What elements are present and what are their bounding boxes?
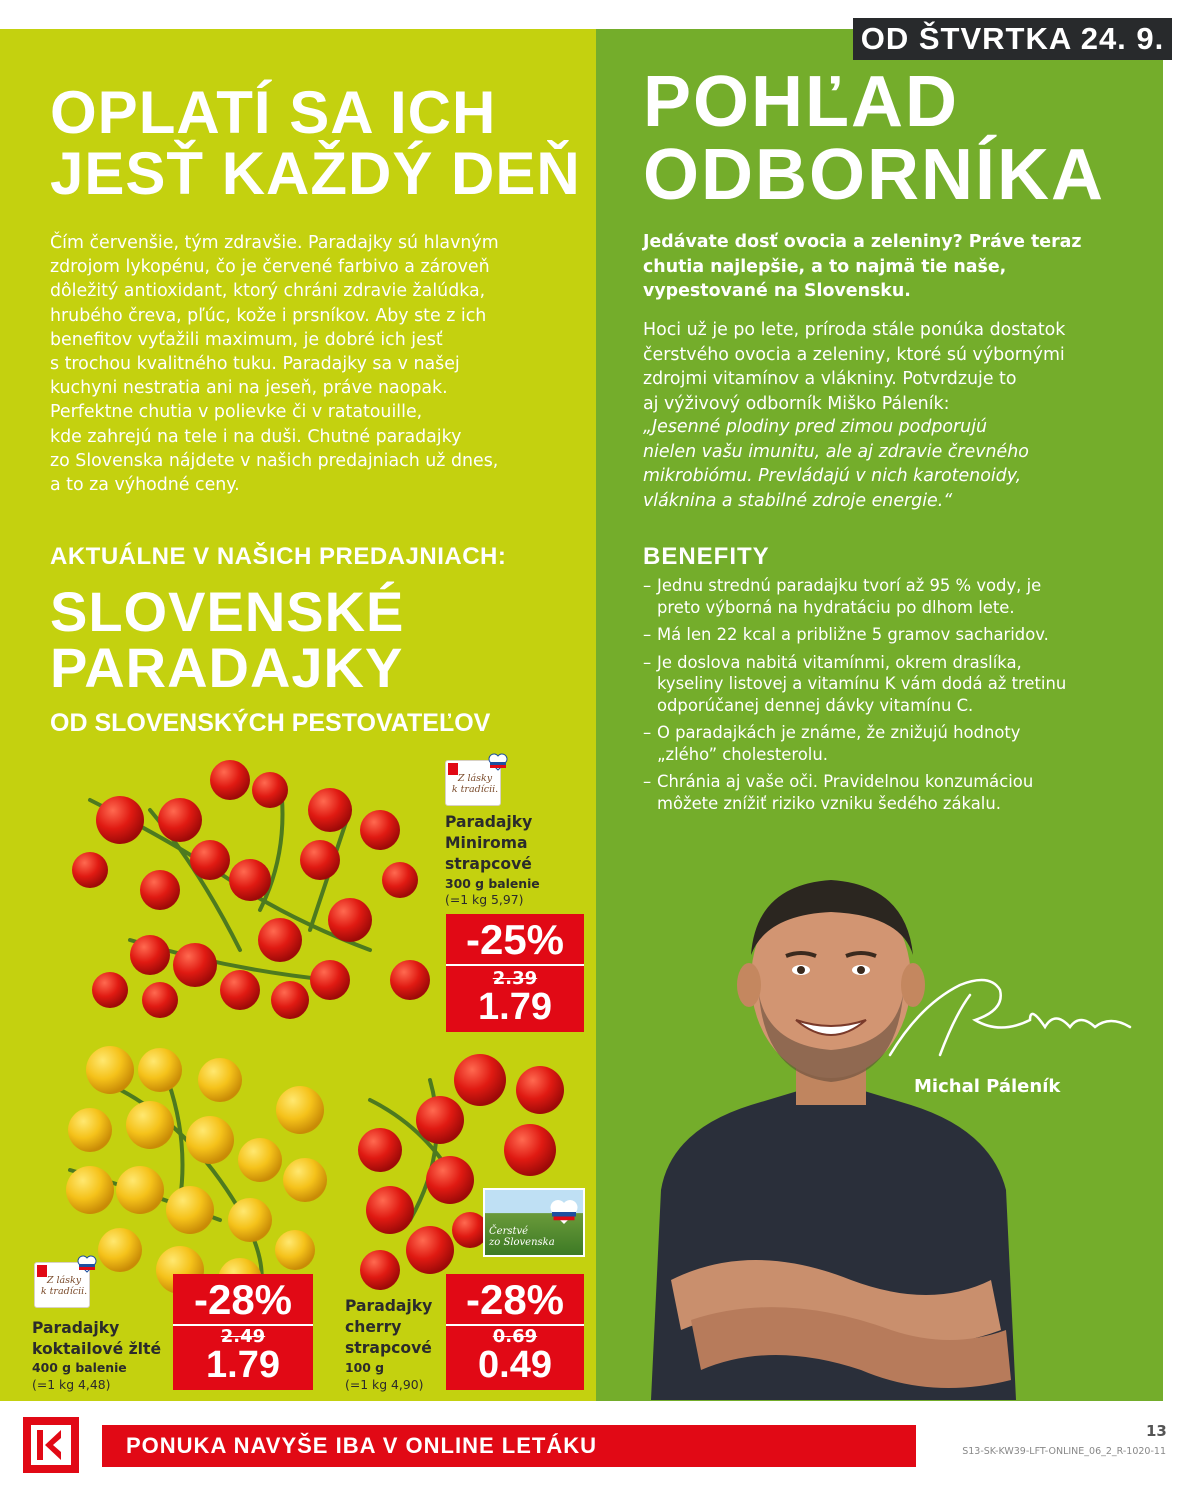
product-name-line: Paradajky — [32, 1319, 120, 1337]
product-unit-price: (=1 kg 4,48) — [32, 1377, 111, 1392]
benefit-line: – O paradajkách je známe, že znižujú hodnoty — [657, 723, 1021, 742]
benefit-line: kyseliny listovej a vitamínu K vám dodá až tretinu — [657, 674, 1067, 693]
product-name-line: Paradajky — [445, 813, 533, 831]
product-name-line: koktailové žlté — [32, 1340, 162, 1358]
product-unit-price: (=1 kg 4,90) — [345, 1377, 424, 1392]
z-lasky-badge — [445, 760, 501, 806]
left-body-line: kde zahrejú na tele i na duši. Chutné paradajky — [50, 426, 462, 447]
z-lasky-badge-text — [39, 1275, 89, 1297]
date-badge: OD ŠTVRTKA 24. 9. — [853, 18, 1172, 60]
benefit-item — [643, 722, 1143, 765]
benefit-item — [643, 771, 1143, 814]
online-offer-banner: PONUKA NAVYŠE IBA V ONLINE LETÁKU — [102, 1425, 916, 1467]
z-lasky-badge-line: Z lásky — [457, 773, 493, 784]
page-code: S13-SK-KW39-LFT-ONLINE_06_2_R-1020-11 — [962, 1446, 1166, 1457]
expert-portrait — [631, 860, 1031, 1400]
left-body-line: zo Slovenska nájdete v našich predajniach už dnes, — [50, 450, 499, 471]
right-lead-line: Jedávate dosť ovocia a zeleniny? Práve teraz — [643, 232, 1082, 252]
expert-quote — [643, 415, 1143, 513]
left-body-line: zdrojom lykopénu, čo je červené farbivo a zároveň — [50, 257, 490, 278]
expert-quote-line: mikrobiómu. Prevládajú v nich karotenoidy, — [643, 466, 1022, 486]
right-headline — [643, 62, 1153, 215]
kaufland-logo — [23, 1417, 79, 1473]
benefit-line: preto výborná na hydratáciu po dlhom lete. — [657, 597, 1015, 617]
expert-quote-line: vláknina a stabilné zdroje energie.“ — [643, 490, 953, 511]
z-lasky-badge-line: k tradícii. — [451, 784, 499, 795]
slovak-heart-icon — [549, 1198, 579, 1226]
new-price: 1.79 — [206, 1344, 280, 1386]
kaufland-k-icon — [23, 1417, 79, 1473]
new-price: 1.79 — [478, 986, 552, 1028]
benefits-list — [643, 575, 1143, 820]
discount-badge: -28% — [173, 1274, 313, 1326]
product-title — [50, 580, 405, 699]
benefit-item — [643, 575, 1143, 618]
benefit-line: – Jednu strednú paradajku tvorí až 95 % vody, je — [657, 576, 1042, 595]
left-body-line: dôležitý antioxidant, ktorý chráni zdravie žalúdka, — [50, 281, 486, 302]
availability-subhead: AKTUÁLNE V NAŠICH PREDAJNIACH: — [50, 543, 507, 570]
benefit-line: – Je doslova nabitá vitamínmi, okrem draslíka, — [657, 652, 1022, 672]
product-name — [32, 1318, 161, 1360]
benefit-line: odporúčanej dennej dávky vitamínu C. — [657, 695, 974, 715]
slovak-heart-icon — [488, 753, 508, 771]
product-name — [445, 812, 532, 875]
left-body-line: a to za výhodné ceny. — [50, 475, 240, 496]
right-headline-line: ODBORNÍKA — [643, 135, 1105, 215]
expert-quote-line: nielen vašu imunitu, ale aj zdravie črevného — [643, 441, 1029, 462]
cerstve-badge-text — [489, 1226, 555, 1248]
z-lasky-badge-line: Z lásky — [46, 1275, 82, 1286]
slovak-heart-icon — [77, 1255, 97, 1273]
left-body-text — [50, 231, 575, 497]
product-name-line: cherry — [345, 1318, 402, 1336]
product-name-line: Miniroma — [445, 834, 528, 852]
product-name-line: strapcové — [345, 1339, 432, 1357]
benefit-item — [643, 624, 1143, 646]
left-headline-line: OPLATÍ SA ICH — [50, 79, 497, 146]
right-body-line: zdrojmi vitamínov a vlákniny. Potvrdzuje to — [643, 369, 1017, 389]
product-pack-size: 300 g balenie — [445, 876, 540, 891]
left-headline-line: JESŤ KAŽDÝ DEŇ — [50, 140, 581, 207]
left-headline — [50, 79, 590, 207]
old-price: 2.49 — [220, 1326, 266, 1347]
right-lead-line: chutia najlepšie, a to najmä tie naše, — [643, 256, 1007, 277]
expert-signature — [880, 965, 1140, 1065]
left-body-line: Čím červenšie, tým zdravšie. Paradajky sú hlavným — [50, 233, 499, 253]
old-price: 0.69 — [492, 1326, 538, 1347]
z-lasky-badge-line: k tradícii. — [40, 1286, 88, 1297]
expert-quote-line: „Jesenné plodiny pred zimou podporujú — [643, 417, 988, 437]
right-body-line: čerstvého ovocia a zeleniny, ktoré sú výbornými — [643, 344, 1065, 365]
right-body-line: aj výživový odborník Miško Páleník: — [643, 393, 950, 414]
product-name-line: Paradajky — [345, 1297, 433, 1315]
page-number: 13 — [1146, 1422, 1167, 1440]
left-body-line: s trochou kvalitného tuku. Paradajky sa v našej — [50, 354, 460, 375]
right-body-line: Hoci už je po lete, príroda stále ponúka dostatok — [643, 320, 1066, 340]
product-pack-size: 400 g balenie — [32, 1360, 127, 1375]
left-body-line: hrubého čreva, pľúc, kože i prsníkov. Aby ste z ich — [50, 305, 487, 326]
product-name-line: strapcové — [445, 855, 532, 873]
new-price: 0.49 — [478, 1344, 552, 1386]
benefit-line: – Má len 22 kcal a približne 5 gramov sacharidov. — [657, 625, 1049, 644]
benefit-item — [643, 652, 1143, 717]
product-subtitle: OD SLOVENSKÝCH PESTOVATEĽOV — [50, 709, 491, 737]
right-lead-text — [643, 230, 1143, 304]
right-lead-line: vypestované na Slovensku. — [643, 281, 911, 301]
discount-badge: -28% — [446, 1274, 584, 1326]
old-price: 2.39 — [492, 968, 538, 989]
left-body-line: Perfektne chutia v polievke či v ratatouille, — [50, 402, 423, 423]
right-body-text — [643, 318, 1143, 416]
product-title-line: PARADAJKY — [50, 636, 404, 699]
product-name — [345, 1296, 432, 1359]
cerstve-zo-slovenska-badge — [483, 1188, 585, 1257]
product-pack-size: 100 g — [345, 1360, 385, 1375]
left-body-line: benefitov vyťažili maximum, je dobré ich jesť — [50, 329, 443, 350]
right-headline-line: POHĽAD — [643, 62, 959, 142]
benefit-line: „zlého” cholesterolu. — [657, 744, 828, 764]
left-body-line: kuchyni nestratia ani na jeseň, práve naopak. — [50, 378, 448, 399]
benefit-line: môžete znížiť riziko vzniku šedého zákalu. — [657, 793, 1001, 813]
product-unit-price: (=1 kg 5,97) — [445, 892, 524, 907]
cerstve-badge-line: Čerstvé — [489, 1226, 529, 1237]
benefits-heading: BENEFITY — [643, 543, 770, 570]
z-lasky-badge — [34, 1262, 90, 1308]
expert-name: Michal Páleník — [914, 1076, 1061, 1097]
cerstve-badge-line: zo Slovenska — [489, 1237, 555, 1248]
discount-badge: -25% — [446, 914, 584, 966]
z-lasky-badge-text — [450, 773, 500, 795]
product-title-line: SLOVENSKÉ — [50, 580, 405, 643]
benefit-line: – Chránia aj vaše oči. Pravidelnou konzumáciou — [657, 772, 1034, 791]
